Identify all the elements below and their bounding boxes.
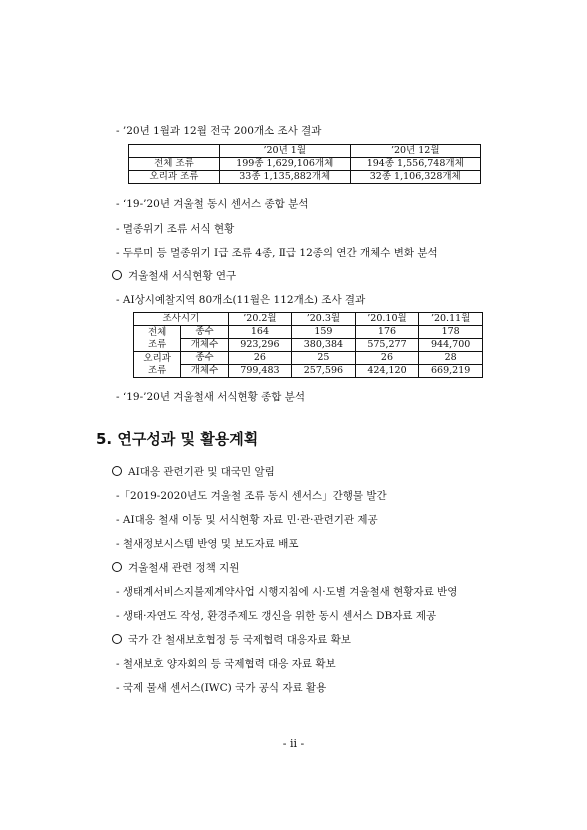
list-item: - 멸종위기 조류 서식 현황 bbox=[116, 223, 235, 235]
table-header-cell: ’20년 1월 bbox=[220, 145, 351, 158]
list-item: - ‘19-’20년 겨울철새 서식현황 종합 분석 bbox=[116, 391, 306, 403]
table-header-cell: ’20.10월 bbox=[355, 313, 419, 326]
table-cell: 159 bbox=[292, 326, 355, 339]
survey-table-1 bbox=[128, 144, 481, 184]
table-row bbox=[134, 339, 483, 352]
list-item: - 두루미 등 멸종위기 Ⅰ급 조류 4종, Ⅱ급 12종의 연간 개체수 변화 분석 bbox=[116, 247, 438, 259]
list-item: - 생태·자연도 작성, 환경주제도 갱신을 위한 동시 센서스 DB자료 제공 bbox=[116, 610, 437, 622]
circle-bullet-icon bbox=[112, 634, 122, 644]
table-cell: 669,219 bbox=[419, 365, 483, 378]
table-header-cell: ’20.3월 bbox=[292, 313, 355, 326]
table-cell: 178 bbox=[419, 326, 483, 339]
page-number: - ii - bbox=[282, 737, 305, 750]
circle-bullet-icon bbox=[112, 270, 122, 280]
circle-bullet-icon bbox=[112, 562, 122, 572]
table-cell: 199종 1,629,106개체 bbox=[220, 158, 351, 171]
list-item: 겨울철새 관련 정책 지원 bbox=[112, 561, 239, 575]
list-item: AI대응 관련기관 및 대국민 알림 bbox=[112, 465, 275, 479]
table-row bbox=[134, 313, 483, 326]
table-header-cell: 조사시기 bbox=[134, 313, 229, 326]
metric-label: 개체수 bbox=[181, 365, 228, 378]
table-cell: 176 bbox=[355, 326, 419, 339]
table-header-cell: ’20.11월 bbox=[419, 313, 483, 326]
table-header-cell: ’20.2월 bbox=[228, 313, 291, 326]
list-item: - 국제 물새 센서스(IWC) 국가 공식 자료 활용 bbox=[116, 682, 327, 694]
section-title: 5. 연구성과 및 활용계획 bbox=[96, 430, 259, 448]
table-cell: 575,277 bbox=[355, 339, 419, 352]
survey-table-2 bbox=[133, 312, 483, 378]
table-row bbox=[134, 365, 483, 378]
table-row bbox=[134, 326, 483, 339]
row-label: 전체 조류 bbox=[134, 326, 181, 352]
table-cell: 25 bbox=[292, 352, 355, 365]
table-cell: 944,700 bbox=[419, 339, 483, 352]
metric-label: 종수 bbox=[181, 326, 228, 339]
table-row bbox=[129, 171, 481, 184]
circle-bullet-icon bbox=[112, 466, 122, 476]
table-cell: 28 bbox=[419, 352, 483, 365]
table-cell: 257,596 bbox=[292, 365, 355, 378]
table-cell: 164 bbox=[228, 326, 291, 339]
table-cell: 26 bbox=[355, 352, 419, 365]
table-cell: 26 bbox=[228, 352, 291, 365]
metric-label: 종수 bbox=[181, 352, 228, 365]
row-label: 전체 조류 bbox=[129, 158, 220, 171]
table-cell: 923,296 bbox=[228, 339, 291, 352]
survey-result-item: - ’20년 1월과 12월 전국 200개소 조사 결과 bbox=[116, 125, 322, 137]
list-item: - 철새정보시스템 반영 및 보도자료 배포 bbox=[116, 538, 299, 550]
list-item: - AI상시예찰지역 80개소(11월은 112개소) 조사 결과 bbox=[116, 294, 366, 306]
table-row bbox=[129, 158, 481, 171]
row-label: 오리과 조류 bbox=[129, 171, 220, 184]
table-cell: 380,384 bbox=[292, 339, 355, 352]
metric-label: 개체수 bbox=[181, 339, 228, 352]
list-item: 국가 간 철새보호협정 등 국제협력 대응자료 확보 bbox=[112, 633, 351, 647]
list-item: - 철새보호 양자회의 등 국제협력 대응 자료 확보 bbox=[116, 658, 336, 670]
table-header-cell: ’20년 12월 bbox=[350, 145, 481, 158]
list-item: - AI대응 철새 이동 및 서식현황 자료 민·관·관련기관 제공 bbox=[116, 514, 378, 526]
list-item: - ‘19-’20년 겨울철 동시 센서스 종합 분석 bbox=[116, 198, 309, 210]
list-item: 겨울철새 서식현황 연구 bbox=[112, 269, 236, 283]
table-cell: 194종 1,556,748개체 bbox=[350, 158, 481, 171]
table-cell: 32종 1,106,328개체 bbox=[350, 171, 481, 184]
list-item: -「2019-2020년도 겨울철 조류 동시 센서스」간행물 발간 bbox=[116, 490, 387, 502]
table-cell: 799,483 bbox=[228, 365, 291, 378]
list-item: - 생태계서비스지불제계약사업 시행지침에 시·도별 겨울철새 현황자료 반영 bbox=[116, 586, 458, 598]
table-cell: 424,120 bbox=[355, 365, 419, 378]
table-row bbox=[134, 352, 483, 365]
table-row bbox=[129, 145, 481, 158]
table-cell: 33종 1,135,882개체 bbox=[220, 171, 351, 184]
row-label: 오리과 조류 bbox=[134, 352, 181, 378]
